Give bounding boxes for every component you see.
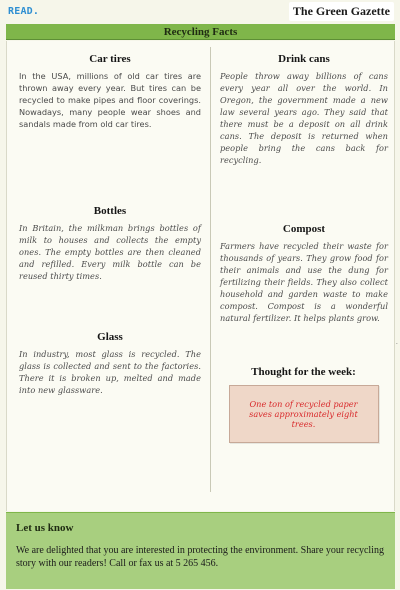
- publication-title: The Green Gazette: [289, 2, 394, 21]
- article-text: In the USA, millions of old car tires are thrown away every year. But tires can be recycled to make pipes and floor coverings. Nowadays, many people wear shoes and sandals made from old car tires.: [19, 71, 201, 129]
- let-us-know-section: [6, 512, 395, 589]
- article-title: Compost: [282, 223, 326, 235]
- thought-title: Thought for the week:: [251, 366, 356, 378]
- article-text: Farmers have recycled their waste for thousands of years. They grow food for their animals and use the dung for fertilizing their fields. They also collect household and garden waste to make compost. Compost is a wonderful natural fertilizer. It helps plants grow.: [220, 241, 388, 323]
- articles-area: [6, 41, 395, 511]
- article-drink-cans: [211, 53, 396, 166]
- article-car-tires: [7, 53, 210, 130]
- thought-text: One ton of recycled paper saves approximately eight trees.: [249, 399, 358, 429]
- read-label: READ.: [8, 5, 40, 17]
- article-title: Bottles: [93, 205, 127, 217]
- top-bar: [0, 0, 400, 22]
- edge-mark: ·: [395, 340, 398, 348]
- article-text: In industry, most glass is recycled. The glass is collected and sent to the factories. There it is broken up, melted and made into new glassware.: [19, 349, 201, 395]
- article-text: In Britain, the milkman brings bottles of milk to houses and collects the empty ones. The empty bottles are then cleaned and refilled. Every milk bottle can be reused thirty times.: [19, 223, 201, 281]
- article-title: Drink cans: [278, 53, 330, 65]
- article-bottles: [7, 205, 210, 282]
- article-compost: [211, 223, 396, 324]
- section-title-bar: [6, 24, 395, 40]
- thought-for-week: [211, 366, 396, 443]
- let-us-know-title: Let us know: [16, 522, 74, 534]
- thought-box: [229, 385, 379, 443]
- section-title: Recycling Facts: [163, 25, 238, 38]
- article-title: Car tires: [89, 53, 131, 65]
- article-text: People throw away billions of cans every year all over the world. In Oregon, the government made a new law several years ago. They said that there must be a deposit on all drink cans. The deposit is returned when people bring the cans back for recycling.: [220, 71, 388, 165]
- article-glass: [7, 331, 210, 396]
- let-us-know-text: We are delighted that you are interested in protecting the environment. Share your recycling story with our readers! Call or fax us at 5 265 456.: [16, 545, 384, 569]
- article-title: Glass: [97, 331, 123, 343]
